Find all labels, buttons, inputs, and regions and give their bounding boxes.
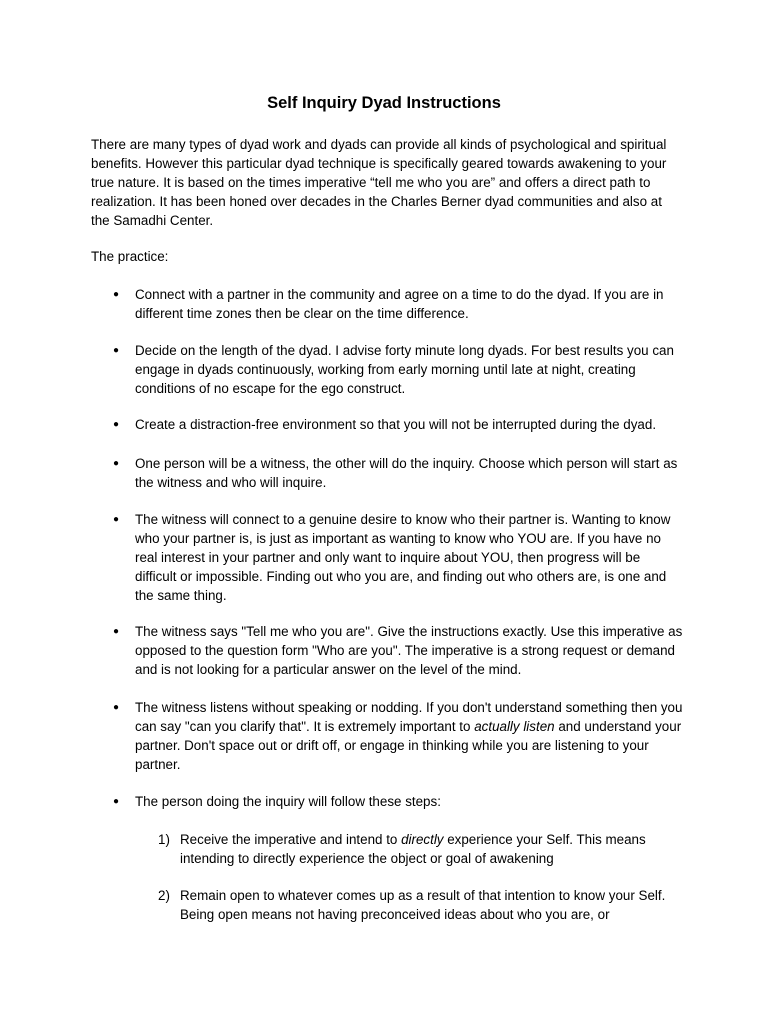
list-item-text xyxy=(135,698,683,774)
step-number: 1) xyxy=(158,832,170,847)
practice-label: The practice: xyxy=(91,249,169,264)
list-item-text: Decide on the length of the dyad. I advise forty minute long dyads. For best results you can engage in dyads continuously, working from early morning until late at night, creating conditions of no escape for the ego construct. xyxy=(135,343,674,396)
text-segment: and understand your partner. Don't space out or drift off, or engage in thinking while you are listening to your partner. xyxy=(135,719,682,772)
list-item-text: One person will be a witness, the other will do the inquiry. Choose which person will start as the witness and who will inquire. xyxy=(135,456,678,490)
list-item-text: The witness says "Tell me who you are". Give the instructions exactly. Use this imperative as opposed to the question form "Who are you". The imperative is a strong request or demand and is not looking for a particular answer on the level of the mind. xyxy=(135,624,683,677)
bullet-icon: ● xyxy=(113,514,120,525)
emphasis-text: actually listen xyxy=(474,719,555,734)
text-segment: The witness listens without speaking or nodding. If you don't understand something then you can say "can you clarify that". It is extremely important to xyxy=(135,700,683,734)
step-number: 2) xyxy=(158,888,170,903)
emphasis-text: directly xyxy=(401,832,444,847)
list-item-text: Connect with a partner in the community and agree on a time to do the dyad. If you are in different time zones then be clear on the time difference. xyxy=(135,287,664,321)
step-text xyxy=(180,830,676,868)
list-item-text: The person doing the inquiry will follow these steps: xyxy=(135,794,441,809)
bullet-icon: ● xyxy=(113,419,120,430)
list-item-text: The witness will connect to a genuine desire to know who their partner is. Wanting to know who your partner is, is just as important as wanting to know who YOU are. If you have no real interest in your partner and only want to inquire about YOU, then progress will be difficult or impossible. Finding out who you are, and finding out who others are, is one and the same thing. xyxy=(135,512,671,603)
document-title: Self Inquiry Dyad Instructions xyxy=(267,94,501,112)
step-text: Remain open to whatever comes up as a result of that intention to know your Self. Being open means not having preconceived ideas about who you are, or xyxy=(180,888,666,922)
intro-paragraph: There are many types of dyad work and dyads can provide all kinds of psychological and spiritual benefits. However this particular dyad technique is specifically geared towards awakening to your true nature. It is based on the times imperative “tell me who you are” and offers a direct path to realization. It has been honed over decades in the Charles Berner dyad communities and also at the Samadhi Center. xyxy=(91,137,667,228)
bullet-icon: ● xyxy=(113,626,120,637)
list-item-text: Create a distraction-free environment so that you will not be interrupted during the dyad. xyxy=(135,417,657,432)
bullet-icon: ● xyxy=(113,458,120,469)
bullet-icon: ● xyxy=(113,345,120,356)
bullet-icon: ● xyxy=(113,289,120,300)
bullet-icon: ● xyxy=(113,702,120,713)
bullet-icon: ● xyxy=(113,796,120,807)
text-segment: Receive the imperative and intend to xyxy=(180,832,402,847)
text-segment: experience your Self. This means intending to directly experience the object or goal of awakening xyxy=(180,832,646,866)
